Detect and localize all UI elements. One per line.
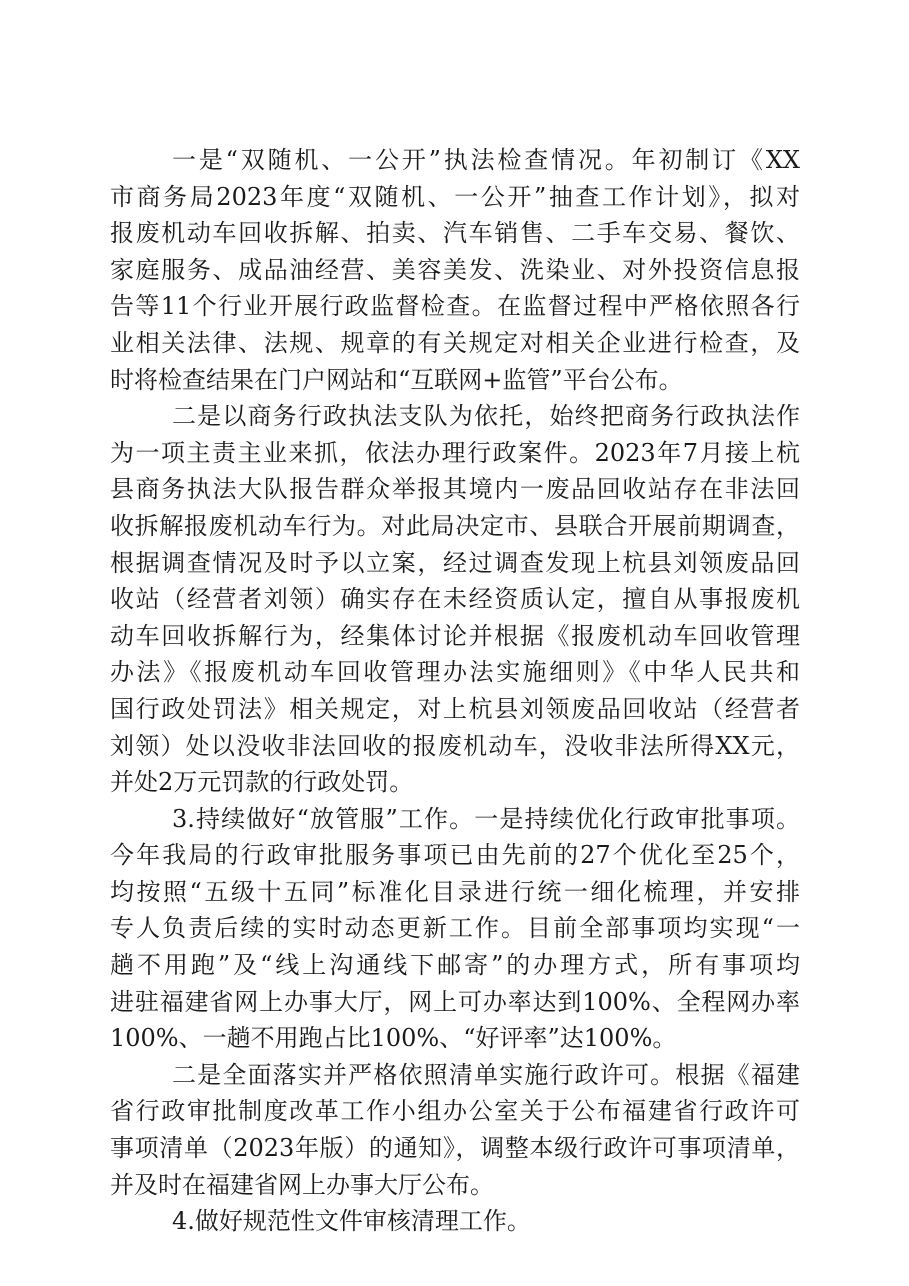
text-line: 3.持续做好“放管服”工作。一是持续优化行政审批事项。 [172, 804, 800, 833]
paragraph [110, 1057, 800, 1203]
text-line: 办法》《报废机动车回收管理办法实施细则》《中华人民共和 [110, 658, 800, 687]
text-line: 县商务执法大队报告群众举报其境内一废品回收站存在非法回 [110, 475, 800, 504]
text-line: 并及时在福建省网上办事大厅公布。 [110, 1170, 494, 1199]
text-line: 根据调查情况及时予以立案，经过调查发现上杭县刘领废品回 [110, 548, 800, 577]
text-line: 并处2万元罚款的行政处罚。 [110, 768, 414, 797]
text-line: 业相关法律、法规、规章的有关规定对相关企业进行检查，及 [110, 328, 800, 357]
text-line: 进驻福建省网上办事大厅，网上可办率达到100%、全程网办率 [110, 987, 800, 1016]
paragraph [110, 1203, 800, 1240]
text-line: 家庭服务、成品油经营、美容美发、洗染业、对外投资信息报 [110, 255, 800, 284]
text-line: 趟不用跑”及“线上沟通线下邮寄”的办理方式，所有事项均 [110, 951, 800, 980]
text-line: 刘领）处以没收非法回收的报废机动车，没收非法所得XX元， [110, 731, 800, 760]
paragraph [110, 801, 800, 1057]
text-line: 今年我局的行政审批服务事项已由先前的27个优化至25个， [110, 841, 800, 870]
text-line: 收拆解报废机动车行为。对此局决定市、县联合开展前期调查， [110, 511, 800, 540]
text-line: 收站（经营者刘领）确实存在未经资质认定，擅自从事报废机 [110, 585, 800, 614]
text-line: 市商务局2023年度“双随机、一公开”抽查工作计划》，拟对 [110, 182, 800, 211]
paragraph [110, 398, 800, 801]
text-line: 省行政审批制度改革工作小组办公室关于公布福建省行政许可 [110, 1097, 800, 1126]
document-body [110, 142, 800, 1240]
text-line: 专人负责后续的实时动态更新工作。目前全部事项均实现“一 [110, 914, 800, 943]
text-line: 均按照“五级十五同”标准化目录进行统一细化梳理，并安排 [110, 877, 800, 906]
text-line: 事项清单（2023年版）的通知》，调整本级行政许可事项清单， [110, 1134, 800, 1163]
text-line: 报废机动车回收拆解、拍卖、汽车销售、二手车交易、餐饮、 [110, 219, 800, 248]
text-line: 告等11个行业开展行政监督检查。在监督过程中严格依照各行 [110, 292, 800, 321]
text-line: 100%、一趟不用跑占比100%、“好评率”达100%。 [110, 1024, 677, 1053]
text-line: 一是“双随机、一公开”执法检查情况。年初制订《XX [172, 146, 800, 174]
text-line: 动车回收拆解行为，经集体讨论并根据《报废机动车回收管理 [110, 621, 800, 650]
paragraph [110, 142, 800, 398]
text-line: 国行政处罚法》相关规定，对上杭县刘领废品回收站（经营者 [110, 694, 800, 723]
text-line: 二是全面落实并严格依照清单实施行政许可。根据《福建 [172, 1060, 800, 1089]
text-line: 4.做好规范性文件审核清理工作。 [172, 1207, 531, 1236]
text-line: 二是以商务行政执法支队为依托，始终把商务行政执法作 [172, 402, 800, 431]
text-line: 时将检查结果在门户网站和“互联网+监管”平台公布。 [110, 365, 683, 394]
text-line: 为一项主责主业来抓，依法办理行政案件。2023年7月接上杭 [110, 438, 800, 467]
